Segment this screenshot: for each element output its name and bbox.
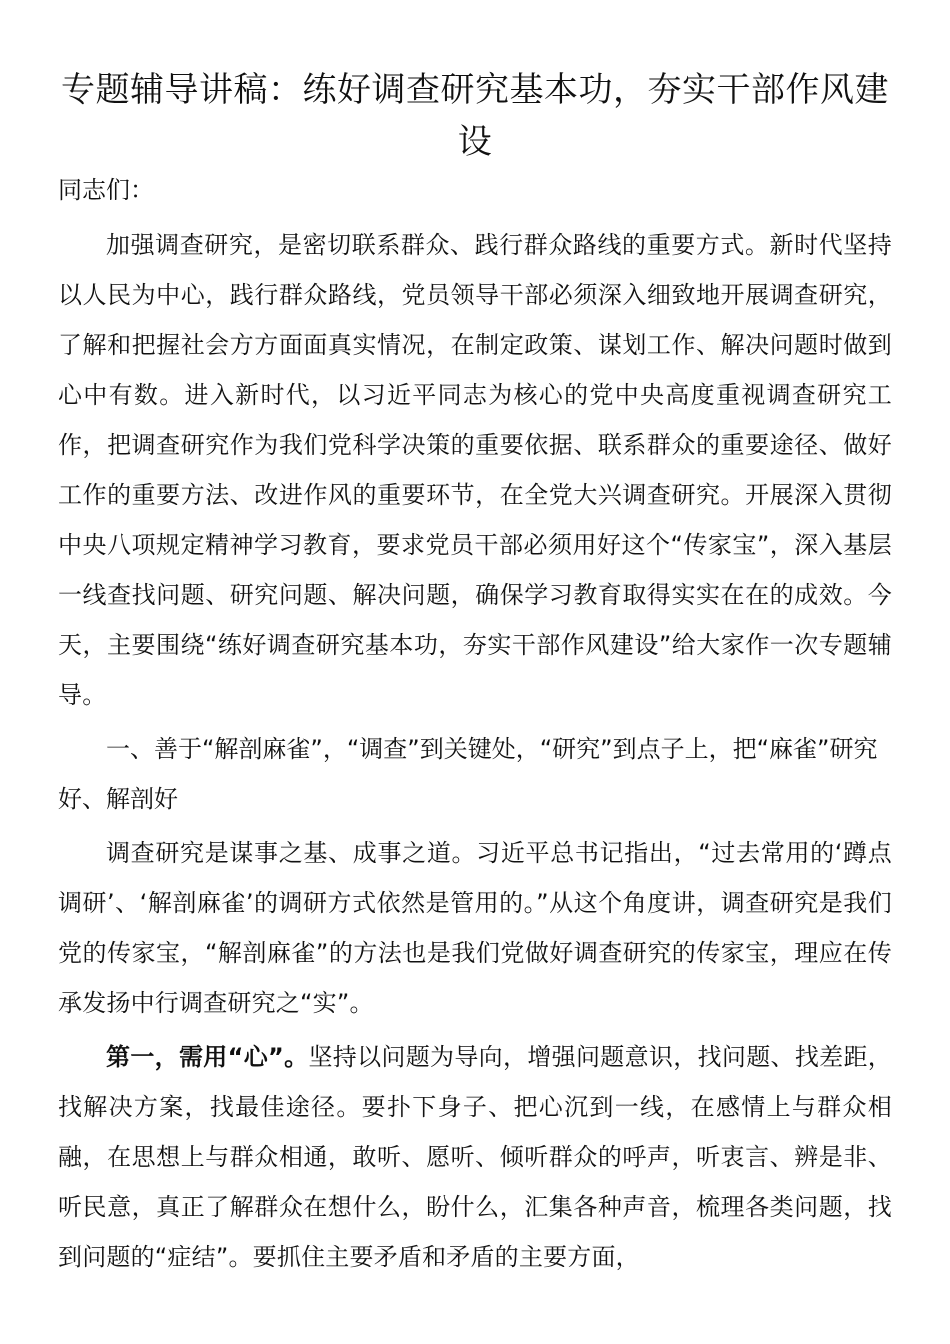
point-1-paragraph bbox=[58, 1032, 892, 1282]
section-1-paragraph: 调查研究是谋事之基、成事之道。习近平总书记指出，“过去常用的‘蹲点调研’、‘解剖麻雀’的调研方式依然是管用的。”从这个角度讲，调查研究是我们党的传家宝，“解剖麻雀”的方法也是我们党做好调查研究的传家宝，理应在传承发扬中行调查研究之“实”。 bbox=[58, 839, 892, 1017]
point-1-text: 坚持以问题为导向，增强问题意识，找问题、找差距，找解决方案，找最佳途径。要扑下身子、把心沉到一线，在感情上与群众相融，在思想上与群众相通，敢听、愿听、倾听群众的呼声，听衷言、辨是非、听民意，真正了解群众在想什么，盼什么，汇集各种声音，梳理各类问题，找到问题的“症结”。要抓住主要矛盾和矛盾的主要方面， bbox=[58, 1043, 892, 1271]
document-page bbox=[58, 64, 892, 1282]
document-title: 专题辅导讲稿：练好调查研究基本功，夯实干部作风建设 bbox=[61, 70, 889, 162]
point-1-lead: 第一，需用“心”。 bbox=[106, 1043, 309, 1071]
intro-paragraph: 加强调查研究，是密切联系群众、践行群众路线的重要方式。新时代坚持以人民为中心，践行群众路线，党员领导干部必须深入细致地开展调查研究，了解和把握社会方方面面真实情况，在制定政策、谋划工作、解决问题时做到心中有数。进入新时代，以习近平同志为核心的党中央高度重视调查研究工作，把调查研究作为我们党科学决策的重要依据、联系群众的重要途径、做好工作的重要方法、改进作风的重要环节，在全党大兴调查研究。开展深入贯彻中央八项规定精神学习教育，要求党员干部必须用好这个“传家宝”，深入基层一线查找问题、研究问题、解决问题，确保学习教育取得实实在在的成效。今天，主要围绕“练好调查研究基本功，夯实干部作风建设”给大家作一次专题辅导。 bbox=[58, 231, 892, 709]
section-1-heading: 一、善于“解剖麻雀”，“调查”到关键处，“研究”到点子上，把“麻雀”研究好、解剖好 bbox=[58, 735, 878, 813]
salutation: 同志们： bbox=[58, 176, 154, 204]
